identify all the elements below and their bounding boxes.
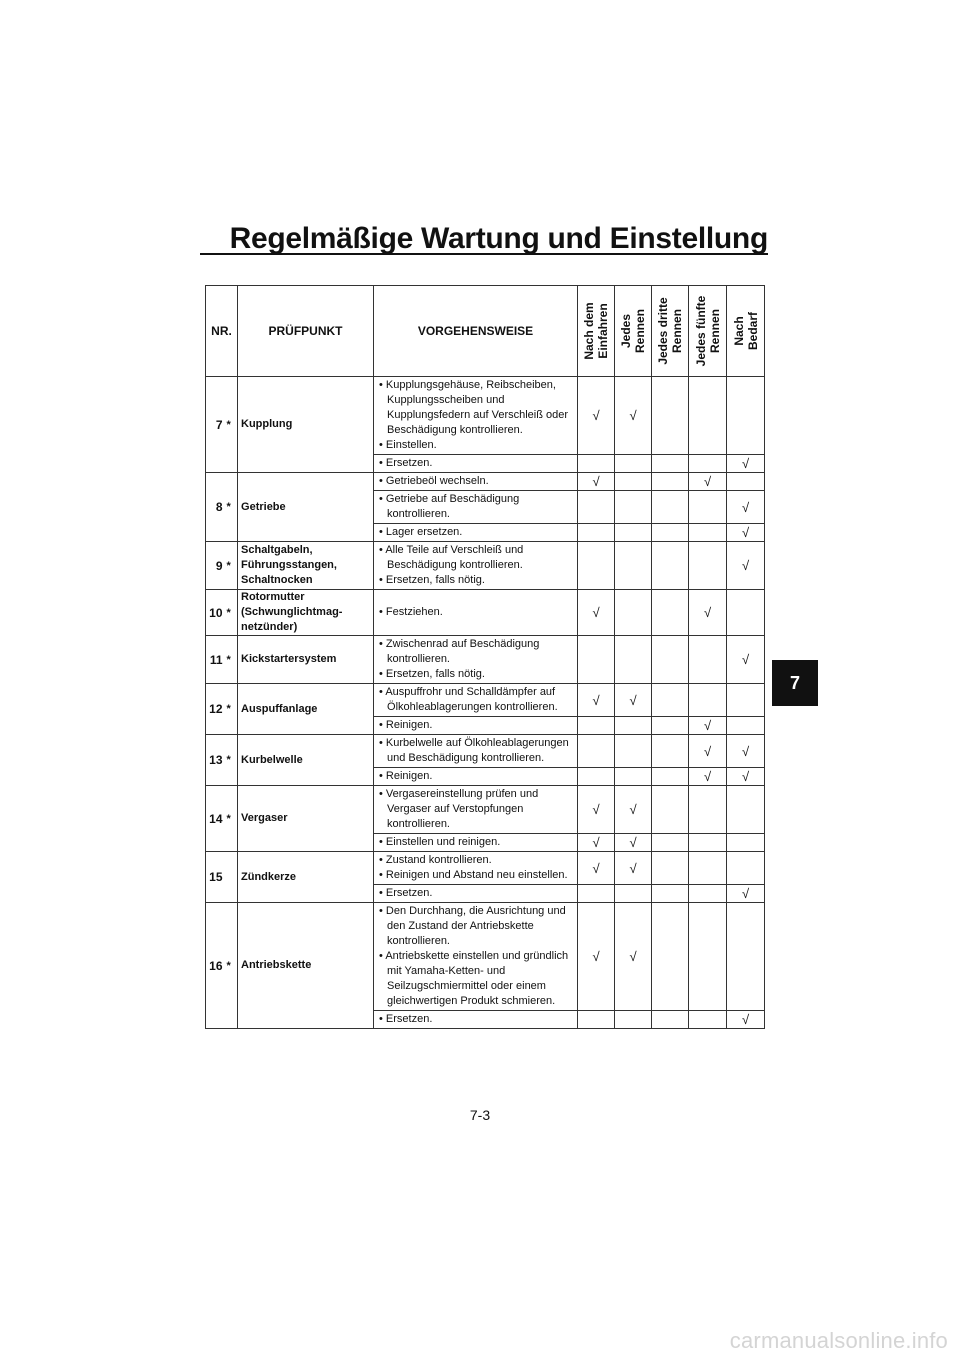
interval-cell [689, 636, 727, 684]
procedure-line: • Lager ersetzen. [379, 526, 463, 538]
check-mark: √ [703, 718, 712, 733]
interval-cell [652, 885, 689, 903]
interval-cell [689, 1011, 727, 1029]
check-item-line: Kurbelwelle [241, 753, 303, 766]
interval-cell [727, 735, 765, 768]
table-row [206, 786, 765, 834]
row-number: 16 [206, 903, 226, 1029]
interval-cell [652, 377, 689, 455]
procedure [374, 542, 578, 590]
interval-cell [615, 524, 652, 542]
interval-cell [689, 684, 727, 717]
chapter-tab[interactable]: 7 [772, 660, 818, 706]
interval-cell [615, 590, 652, 636]
check-item-line: Vergaser [241, 812, 288, 824]
procedure-line: • Reinigen. [379, 770, 433, 782]
interval-cell [727, 717, 765, 735]
header-line: Jedes fünfte [693, 295, 708, 367]
interval-cell [727, 491, 765, 524]
interval-cell [615, 1011, 652, 1029]
check-item-line: Auspuffanlage [241, 702, 318, 715]
interval-cell [689, 590, 727, 636]
check-mark: √ [592, 692, 600, 708]
interval-cell [689, 834, 727, 852]
procedure-line: • Ersetzen, falls nötig. [379, 668, 485, 680]
interval-cell [652, 834, 689, 852]
check-mark: √ [592, 408, 600, 423]
interval-cell [727, 852, 765, 885]
check-mark: √ [703, 605, 712, 620]
check-item [238, 542, 374, 590]
interval-cell [727, 590, 765, 636]
interval-cell [615, 542, 652, 590]
table-row [206, 735, 765, 768]
title-rule [200, 253, 768, 255]
header-item: PRÜFPUNKT [238, 286, 374, 377]
check-item [238, 377, 374, 473]
interval-cell [689, 852, 727, 885]
interval-cell [652, 735, 689, 768]
interval-cell [652, 636, 689, 684]
interval-cell [578, 491, 615, 524]
procedure [374, 524, 578, 542]
procedure-line: • Vergasereinstellung prüfen und Vergaser auf Verstopfungen kontrollieren. [379, 788, 539, 830]
check-item [238, 852, 374, 903]
procedure-line: • Ersetzen, falls nötig. [379, 574, 485, 586]
interval-cell [578, 903, 615, 1011]
procedure [374, 473, 578, 491]
interval-cell [615, 735, 652, 768]
interval-cell [652, 524, 689, 542]
procedure-line: • Auspuffrohr und Schalldämpfer auf Ölkohleablagerungen kontrollieren. [379, 686, 558, 713]
interval-cell [578, 1011, 615, 1029]
check-item-line: netzünder) [241, 621, 298, 633]
check-mark: √ [592, 605, 600, 620]
interval-cell [578, 473, 615, 491]
interval-cell [615, 377, 652, 455]
interval-cell [615, 636, 652, 684]
check-mark: √ [741, 652, 750, 667]
interval-cell [652, 1011, 689, 1029]
check-item-line: Antriebskette [241, 959, 312, 971]
procedure-line: • Antriebskette einstellen und gründlich mit Yamaha-Ketten- und Seilzugschmiermittel oder einem gleichwertigen Produkt schmieren. [379, 950, 569, 1007]
header-line: Rennen [670, 308, 685, 354]
header-line: Rennen [633, 308, 648, 354]
dealer-service-marker: * [226, 473, 238, 542]
procedure [374, 491, 578, 524]
interval-cell [615, 473, 652, 491]
procedure-line: • Getriebeöl wechseln. [379, 475, 489, 487]
procedure-line: • Reinigen. [379, 719, 433, 731]
header-every-race [615, 286, 652, 377]
procedure [374, 455, 578, 473]
procedure [374, 377, 578, 455]
procedure-line: • Getriebe auf Beschädigung kontrollieren. [379, 493, 520, 520]
procedure-line: • Kupplungsgehäuse, Reibscheiben, Kupplungsscheiben und Kupplungsfedern auf Verschleiß oder Beschädigung kontrollieren. [379, 379, 569, 436]
dealer-service-marker: * [226, 590, 238, 636]
procedure [374, 590, 578, 636]
check-mark: √ [703, 769, 712, 784]
row-number: 13 [206, 735, 226, 786]
interval-cell [578, 542, 615, 590]
header-line: Nach dem [582, 302, 597, 360]
table-row [206, 473, 765, 491]
check-mark: √ [741, 743, 750, 759]
procedure [374, 852, 578, 885]
procedure-line: • Ersetzen. [379, 887, 433, 899]
row-number: 10 [206, 590, 226, 636]
interval-cell [615, 834, 652, 852]
interval-cell [689, 473, 727, 491]
interval-cell [578, 768, 615, 786]
procedure-line: • Ersetzen. [379, 1013, 433, 1025]
procedure [374, 717, 578, 735]
header-line: Jedes dritte [656, 297, 671, 365]
check-item-line: Kupplung [241, 418, 293, 430]
check-mark: √ [629, 408, 637, 423]
interval-cell [615, 455, 652, 473]
procedure [374, 834, 578, 852]
check-mark: √ [741, 456, 750, 471]
procedure-line: • Zwischenrad auf Beschädigung kontrollieren. [379, 638, 540, 665]
table-body [206, 377, 765, 1029]
interval-cell [578, 852, 615, 885]
header-line: Nach [731, 316, 746, 346]
check-item [238, 786, 374, 852]
check-mark: √ [592, 949, 600, 964]
interval-cell [689, 735, 727, 768]
interval-cell [652, 542, 689, 590]
interval-cell [689, 885, 727, 903]
page-title: Regelmäßige Wartung und Einstellung [229, 222, 768, 255]
interval-cell [727, 786, 765, 834]
check-item [238, 590, 374, 636]
interval-cell [652, 903, 689, 1011]
dealer-service-marker [226, 852, 238, 903]
interval-cell [689, 491, 727, 524]
table-row [206, 852, 765, 885]
interval-cell [578, 717, 615, 735]
check-mark: √ [741, 769, 750, 784]
interval-cell [578, 735, 615, 768]
check-mark: √ [629, 802, 637, 817]
procedure-line: • Den Durchhang, die Ausrichtung und den Zustand der Antriebskette kontrollieren. [379, 905, 566, 947]
interval-cell [727, 885, 765, 903]
interval-cell [578, 377, 615, 455]
row-number: 7 [206, 377, 226, 473]
check-item-line: Schaltgabeln, [241, 544, 313, 556]
interval-cell [578, 590, 615, 636]
interval-cell [689, 542, 727, 590]
check-mark: √ [592, 835, 600, 850]
interval-cell [615, 852, 652, 885]
check-item-line: Rotormutter [241, 591, 305, 603]
dealer-service-marker: * [226, 542, 238, 590]
row-number: 15 [206, 852, 226, 903]
interval-cell [652, 455, 689, 473]
interval-cell [652, 786, 689, 834]
interval-cell [689, 717, 727, 735]
check-item-line: Getriebe [241, 500, 286, 513]
header-every-third-race [652, 286, 689, 377]
table-row [206, 542, 765, 590]
check-item [238, 473, 374, 542]
interval-cell [689, 455, 727, 473]
header-nr: NR. [206, 286, 238, 377]
interval-cell [578, 786, 615, 834]
interval-cell [615, 684, 652, 717]
check-mark: √ [629, 949, 637, 964]
table-row [206, 903, 765, 1011]
procedure-line: • Alle Teile auf Verschleiß und Beschädigung kontrollieren. [379, 544, 524, 571]
maintenance-table [205, 285, 765, 1029]
row-number: 12 [206, 684, 226, 735]
header-line: Jedes [619, 313, 634, 349]
header-procedure: VORGEHENSWEISE [374, 286, 578, 377]
interval-cell [727, 473, 765, 491]
dealer-service-marker: * [226, 786, 238, 852]
interval-cell [727, 903, 765, 1011]
interval-cell [689, 377, 727, 455]
check-item [238, 636, 374, 684]
interval-cell [652, 717, 689, 735]
check-mark: √ [741, 1012, 750, 1027]
check-mark: √ [741, 886, 750, 901]
row-number: 9 [206, 542, 226, 590]
interval-cell [727, 834, 765, 852]
check-item-line: Führungsstangen, [241, 559, 337, 571]
header-every-fifth-race [689, 286, 727, 377]
row-number: 8 [206, 473, 226, 542]
interval-cell [652, 491, 689, 524]
check-mark: √ [703, 743, 712, 759]
row-number: 14 [206, 786, 226, 852]
interval-cell [727, 542, 765, 590]
check-item [238, 684, 374, 735]
procedure [374, 885, 578, 903]
check-mark: √ [592, 802, 600, 817]
interval-cell [578, 684, 615, 717]
check-mark: √ [592, 474, 600, 489]
procedure [374, 735, 578, 768]
interval-cell [689, 786, 727, 834]
dealer-service-marker: * [226, 377, 238, 473]
check-item [238, 735, 374, 786]
row-number: 11 [206, 636, 226, 684]
table-header-row [206, 286, 765, 377]
page-number: 7-3 [469, 1107, 491, 1123]
procedure-line: • Zustand kontrollieren. [379, 854, 492, 866]
interval-cell [615, 717, 652, 735]
check-mark: √ [741, 558, 750, 573]
interval-cell [727, 1011, 765, 1029]
check-item-line: (Schwunglichtmag- [241, 606, 343, 618]
procedure-line: • Reinigen und Abstand neu einstellen. [379, 869, 568, 881]
check-item-line: Zündkerze [241, 870, 297, 883]
interval-cell [615, 768, 652, 786]
interval-cell [727, 377, 765, 455]
dealer-service-marker: * [226, 684, 238, 735]
interval-cell [578, 885, 615, 903]
interval-cell [652, 852, 689, 885]
procedure-line: • Ersetzen. [379, 457, 433, 469]
table-row [206, 377, 765, 455]
table-row [206, 636, 765, 684]
interval-cell [652, 768, 689, 786]
check-mark: √ [741, 499, 750, 515]
interval-cell [615, 491, 652, 524]
procedure [374, 768, 578, 786]
dealer-service-marker: * [226, 735, 238, 786]
check-item [238, 903, 374, 1029]
procedure [374, 786, 578, 834]
check-mark: √ [629, 692, 637, 708]
table-row [206, 684, 765, 717]
procedure-line: • Einstellen. [379, 439, 437, 451]
table-row [206, 590, 765, 636]
interval-cell [689, 768, 727, 786]
check-item-line: Schaltnocken [241, 574, 313, 586]
interval-cell [578, 455, 615, 473]
check-mark: √ [629, 835, 637, 850]
check-mark: √ [592, 860, 600, 876]
interval-cell [727, 684, 765, 717]
procedure [374, 684, 578, 717]
header-after-break-in [578, 286, 615, 377]
check-item-line: Kickstartersystem [241, 653, 337, 665]
interval-cell [689, 903, 727, 1011]
interval-cell [578, 524, 615, 542]
dealer-service-marker: * [226, 636, 238, 684]
interval-cell [652, 684, 689, 717]
check-mark: √ [629, 860, 637, 876]
interval-cell [615, 786, 652, 834]
header-line: Bedarf [745, 311, 760, 351]
procedure-line: • Festziehen. [379, 606, 443, 618]
interval-cell [727, 768, 765, 786]
procedure [374, 1011, 578, 1029]
procedure-line: • Einstellen und reinigen. [379, 836, 501, 848]
interval-cell [689, 524, 727, 542]
dealer-service-marker: * [226, 903, 238, 1029]
interval-cell [615, 903, 652, 1011]
header-as-required [727, 286, 765, 377]
interval-cell [652, 473, 689, 491]
interval-cell [727, 455, 765, 473]
interval-cell [727, 524, 765, 542]
procedure-line: • Kurbelwelle auf Ölkohleablagerungen und Beschädigung kontrollieren. [379, 737, 569, 764]
header-line: Einfahren [596, 303, 611, 359]
interval-cell [615, 885, 652, 903]
procedure [374, 636, 578, 684]
header-line: Rennen [707, 309, 722, 354]
interval-cell [727, 636, 765, 684]
interval-cell [578, 636, 615, 684]
check-mark: √ [741, 525, 750, 540]
check-mark: √ [703, 474, 712, 489]
interval-cell [652, 590, 689, 636]
interval-cell [578, 834, 615, 852]
procedure [374, 903, 578, 1011]
watermark: carmanualsonline.info [729, 1328, 948, 1353]
